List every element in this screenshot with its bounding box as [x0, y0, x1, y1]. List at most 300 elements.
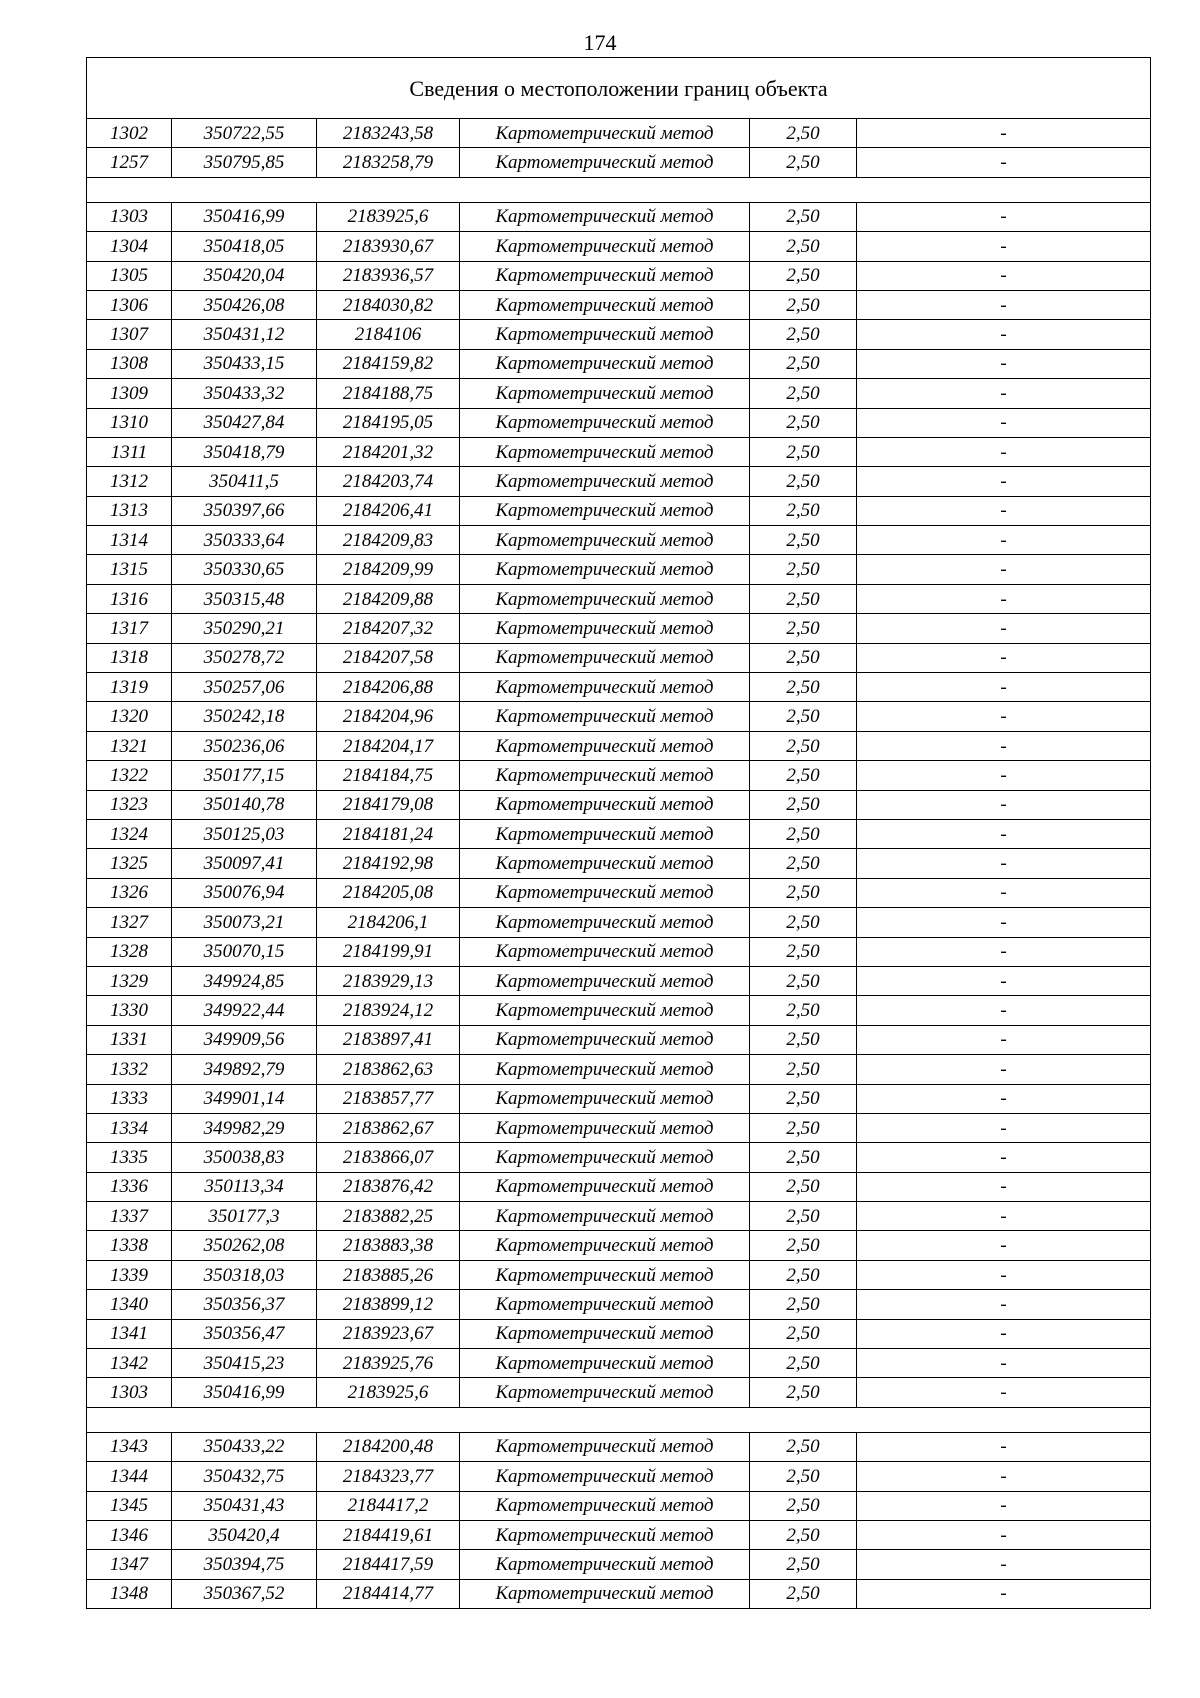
- method-cell: Картометрический метод: [460, 673, 750, 702]
- accuracy-cell: 2,50: [750, 673, 857, 702]
- point-number-cell: 1346: [87, 1520, 172, 1549]
- y-coordinate-cell: 2183857,77: [317, 1084, 460, 1113]
- method-cell: Картометрический метод: [460, 584, 750, 613]
- point-number-cell: 1328: [87, 937, 172, 966]
- x-coordinate-cell: 350415,23: [172, 1349, 317, 1378]
- accuracy-cell: 2,50: [750, 1550, 857, 1579]
- accuracy-cell: 2,50: [750, 731, 857, 760]
- accuracy-cell: 2,50: [750, 1319, 857, 1348]
- point-number-cell: 1345: [87, 1491, 172, 1520]
- y-coordinate-cell: 2184188,75: [317, 379, 460, 408]
- x-coordinate-cell: 350722,55: [172, 119, 317, 148]
- y-coordinate-cell: 2183882,25: [317, 1202, 460, 1231]
- y-coordinate-cell: 2184200,48: [317, 1432, 460, 1461]
- table-row: [87, 290, 1151, 319]
- y-coordinate-cell: 2184159,82: [317, 349, 460, 378]
- accuracy-cell: 2,50: [750, 1084, 857, 1113]
- x-coordinate-cell: 350333,64: [172, 526, 317, 555]
- x-coordinate-cell: 350125,03: [172, 819, 317, 848]
- y-coordinate-cell: 2184419,61: [317, 1520, 460, 1549]
- x-coordinate-cell: 350420,04: [172, 261, 317, 290]
- x-coordinate-cell: 350242,18: [172, 702, 317, 731]
- description-cell: -: [857, 1143, 1151, 1172]
- point-number-cell: 1329: [87, 966, 172, 995]
- accuracy-cell: 2,50: [750, 996, 857, 1025]
- y-coordinate-cell: 2184195,05: [317, 408, 460, 437]
- x-coordinate-cell: 350431,43: [172, 1491, 317, 1520]
- accuracy-cell: 2,50: [750, 555, 857, 584]
- y-coordinate-cell: 2184209,88: [317, 584, 460, 613]
- method-cell: Картометрический метод: [460, 1113, 750, 1142]
- description-cell: -: [857, 819, 1151, 848]
- accuracy-cell: 2,50: [750, 232, 857, 261]
- description-cell: -: [857, 526, 1151, 555]
- table-row: [87, 937, 1151, 966]
- method-cell: Картометрический метод: [460, 849, 750, 878]
- description-cell: -: [857, 467, 1151, 496]
- point-number-cell: 1310: [87, 408, 172, 437]
- y-coordinate-cell: 2183862,63: [317, 1055, 460, 1084]
- x-coordinate-cell: 350418,05: [172, 232, 317, 261]
- description-cell: -: [857, 1260, 1151, 1289]
- accuracy-cell: 2,50: [750, 349, 857, 378]
- method-cell: Картометрический метод: [460, 202, 750, 231]
- description-cell: -: [857, 349, 1151, 378]
- description-cell: -: [857, 673, 1151, 702]
- point-number-cell: 1303: [87, 202, 172, 231]
- accuracy-cell: 2,50: [750, 379, 857, 408]
- accuracy-cell: 2,50: [750, 467, 857, 496]
- table-row: [87, 908, 1151, 937]
- method-cell: Картометрический метод: [460, 1025, 750, 1054]
- y-coordinate-cell: 2183885,26: [317, 1260, 460, 1289]
- description-cell: -: [857, 232, 1151, 261]
- description-cell: -: [857, 119, 1151, 148]
- method-cell: Картометрический метод: [460, 1550, 750, 1579]
- description-cell: -: [857, 1462, 1151, 1491]
- description-cell: -: [857, 702, 1151, 731]
- x-coordinate-cell: 350097,41: [172, 849, 317, 878]
- y-coordinate-cell: 2184106: [317, 320, 460, 349]
- y-coordinate-cell: 2184030,82: [317, 290, 460, 319]
- method-cell: Картометрический метод: [460, 1143, 750, 1172]
- table-row: [87, 819, 1151, 848]
- point-number-cell: 1337: [87, 1202, 172, 1231]
- method-cell: Картометрический метод: [460, 1432, 750, 1461]
- point-number-cell: 1336: [87, 1172, 172, 1201]
- point-number-cell: 1306: [87, 290, 172, 319]
- x-coordinate-cell: 350315,48: [172, 584, 317, 613]
- table-row: [87, 878, 1151, 907]
- table-row: [87, 849, 1151, 878]
- table-row: [87, 1172, 1151, 1201]
- method-cell: Картометрический метод: [460, 1462, 750, 1491]
- description-cell: -: [857, 202, 1151, 231]
- method-cell: Картометрический метод: [460, 614, 750, 643]
- x-coordinate-cell: 350431,12: [172, 320, 317, 349]
- method-cell: Картометрический метод: [460, 1520, 750, 1549]
- method-cell: Картометрический метод: [460, 1319, 750, 1348]
- accuracy-cell: 2,50: [750, 261, 857, 290]
- x-coordinate-cell: 350432,75: [172, 1462, 317, 1491]
- y-coordinate-cell: 2184209,83: [317, 526, 460, 555]
- description-cell: -: [857, 261, 1151, 290]
- x-coordinate-cell: 350290,21: [172, 614, 317, 643]
- table-row: [87, 349, 1151, 378]
- point-number-cell: 1319: [87, 673, 172, 702]
- y-coordinate-cell: 2183876,42: [317, 1172, 460, 1201]
- accuracy-cell: 2,50: [750, 819, 857, 848]
- y-coordinate-cell: 2184414,77: [317, 1579, 460, 1608]
- x-coordinate-cell: 350330,65: [172, 555, 317, 584]
- point-number-cell: 1340: [87, 1290, 172, 1319]
- point-number-cell: 1330: [87, 996, 172, 1025]
- y-coordinate-cell: 2184204,96: [317, 702, 460, 731]
- method-cell: Картометрический метод: [460, 408, 750, 437]
- point-number-cell: 1325: [87, 849, 172, 878]
- table-row: [87, 1290, 1151, 1319]
- method-cell: Картометрический метод: [460, 790, 750, 819]
- description-cell: -: [857, 408, 1151, 437]
- page-number: 174: [583, 30, 617, 55]
- y-coordinate-cell: 2183243,58: [317, 119, 460, 148]
- boundary-table: [86, 57, 1151, 1609]
- method-cell: Картометрический метод: [460, 1378, 750, 1407]
- table-row: [87, 643, 1151, 672]
- method-cell: Картометрический метод: [460, 320, 750, 349]
- x-coordinate-cell: 350076,94: [172, 878, 317, 907]
- point-number-cell: 1317: [87, 614, 172, 643]
- x-coordinate-cell: 349892,79: [172, 1055, 317, 1084]
- method-cell: Картометрический метод: [460, 1055, 750, 1084]
- method-cell: Картометрический метод: [460, 1084, 750, 1113]
- y-coordinate-cell: 2184209,99: [317, 555, 460, 584]
- x-coordinate-cell: 349909,56: [172, 1025, 317, 1054]
- accuracy-cell: 2,50: [750, 1491, 857, 1520]
- y-coordinate-cell: 2183866,07: [317, 1143, 460, 1172]
- y-coordinate-cell: 2183936,57: [317, 261, 460, 290]
- y-coordinate-cell: 2184199,91: [317, 937, 460, 966]
- x-coordinate-cell: 350426,08: [172, 290, 317, 319]
- table-row: [87, 261, 1151, 290]
- x-coordinate-cell: 350236,06: [172, 731, 317, 760]
- boundary-table-body: [87, 58, 1151, 1609]
- method-cell: Картометрический метод: [460, 966, 750, 995]
- y-coordinate-cell: 2184192,98: [317, 849, 460, 878]
- accuracy-cell: 2,50: [750, 908, 857, 937]
- point-number-cell: 1342: [87, 1349, 172, 1378]
- table-row: [87, 996, 1151, 1025]
- table-row: [87, 555, 1151, 584]
- point-number-cell: 1322: [87, 761, 172, 790]
- x-coordinate-cell: 350420,4: [172, 1520, 317, 1549]
- x-coordinate-cell: 350278,72: [172, 643, 317, 672]
- description-cell: -: [857, 996, 1151, 1025]
- method-cell: Картометрический метод: [460, 379, 750, 408]
- point-number-cell: 1344: [87, 1462, 172, 1491]
- table-row: [87, 1260, 1151, 1289]
- accuracy-cell: 2,50: [750, 702, 857, 731]
- description-cell: -: [857, 790, 1151, 819]
- accuracy-cell: 2,50: [750, 202, 857, 231]
- method-cell: Картометрический метод: [460, 1290, 750, 1319]
- group-separator-cell: [87, 177, 1151, 202]
- x-coordinate-cell: 349901,14: [172, 1084, 317, 1113]
- description-cell: -: [857, 614, 1151, 643]
- table-row: [87, 731, 1151, 760]
- y-coordinate-cell: 2184207,58: [317, 643, 460, 672]
- description-cell: -: [857, 1025, 1151, 1054]
- method-cell: Картометрический метод: [460, 1349, 750, 1378]
- x-coordinate-cell: 350433,22: [172, 1432, 317, 1461]
- table-row: [87, 673, 1151, 702]
- x-coordinate-cell: 349924,85: [172, 966, 317, 995]
- description-cell: -: [857, 496, 1151, 525]
- y-coordinate-cell: 2183923,67: [317, 1319, 460, 1348]
- table-row: [87, 467, 1151, 496]
- description-cell: -: [857, 1055, 1151, 1084]
- y-coordinate-cell: 2183897,41: [317, 1025, 460, 1054]
- point-number-cell: 1311: [87, 437, 172, 466]
- table-row: [87, 379, 1151, 408]
- method-cell: Картометрический метод: [460, 1231, 750, 1260]
- point-number-cell: 1333: [87, 1084, 172, 1113]
- x-coordinate-cell: 350394,75: [172, 1550, 317, 1579]
- y-coordinate-cell: 2183899,12: [317, 1290, 460, 1319]
- accuracy-cell: 2,50: [750, 849, 857, 878]
- x-coordinate-cell: 350433,15: [172, 349, 317, 378]
- method-cell: Картометрический метод: [460, 1579, 750, 1608]
- method-cell: Картометрический метод: [460, 996, 750, 1025]
- method-cell: Картометрический метод: [460, 467, 750, 496]
- x-coordinate-cell: 350416,99: [172, 202, 317, 231]
- x-coordinate-cell: 350367,52: [172, 1579, 317, 1608]
- accuracy-cell: 2,50: [750, 496, 857, 525]
- accuracy-cell: 2,50: [750, 1202, 857, 1231]
- x-coordinate-cell: 350416,99: [172, 1378, 317, 1407]
- method-cell: Картометрический метод: [460, 1491, 750, 1520]
- method-cell: Картометрический метод: [460, 290, 750, 319]
- description-cell: -: [857, 437, 1151, 466]
- accuracy-cell: 2,50: [750, 643, 857, 672]
- boundary-table-container: [86, 57, 1150, 1609]
- table-row: [87, 1491, 1151, 1520]
- method-cell: Картометрический метод: [460, 1202, 750, 1231]
- accuracy-cell: 2,50: [750, 878, 857, 907]
- table-row: [87, 1462, 1151, 1491]
- description-cell: -: [857, 1113, 1151, 1142]
- method-cell: Картометрический метод: [460, 908, 750, 937]
- table-row: [87, 1349, 1151, 1378]
- table-row: [87, 966, 1151, 995]
- table-row: [87, 119, 1151, 148]
- y-coordinate-cell: 2184179,08: [317, 790, 460, 819]
- table-row: [87, 1319, 1151, 1348]
- description-cell: -: [857, 1349, 1151, 1378]
- x-coordinate-cell: 350257,06: [172, 673, 317, 702]
- method-cell: Картометрический метод: [460, 643, 750, 672]
- accuracy-cell: 2,50: [750, 148, 857, 177]
- table-row: [87, 1055, 1151, 1084]
- point-number-cell: 1331: [87, 1025, 172, 1054]
- point-number-cell: 1302: [87, 119, 172, 148]
- point-number-cell: 1315: [87, 555, 172, 584]
- accuracy-cell: 2,50: [750, 1231, 857, 1260]
- description-cell: -: [857, 643, 1151, 672]
- point-number-cell: 1314: [87, 526, 172, 555]
- table-row: [87, 1084, 1151, 1113]
- method-cell: Картометрический метод: [460, 1172, 750, 1201]
- point-number-cell: 1321: [87, 731, 172, 760]
- accuracy-cell: 2,50: [750, 408, 857, 437]
- point-number-cell: 1338: [87, 1231, 172, 1260]
- point-number-cell: 1341: [87, 1319, 172, 1348]
- description-cell: -: [857, 148, 1151, 177]
- accuracy-cell: 2,50: [750, 1143, 857, 1172]
- y-coordinate-cell: 2183930,67: [317, 232, 460, 261]
- point-number-cell: 1320: [87, 702, 172, 731]
- table-row: [87, 202, 1151, 231]
- accuracy-cell: 2,50: [750, 1520, 857, 1549]
- point-number-cell: 1313: [87, 496, 172, 525]
- table-row: [87, 437, 1151, 466]
- table-header-row: [87, 58, 1151, 119]
- method-cell: Картометрический метод: [460, 261, 750, 290]
- table-row: [87, 232, 1151, 261]
- x-coordinate-cell: 349922,44: [172, 996, 317, 1025]
- table-row: [87, 320, 1151, 349]
- accuracy-cell: 2,50: [750, 1349, 857, 1378]
- y-coordinate-cell: 2184323,77: [317, 1462, 460, 1491]
- method-cell: Картометрический метод: [460, 878, 750, 907]
- table-row: [87, 1378, 1151, 1407]
- group-separator-cell: [87, 1407, 1151, 1432]
- point-number-cell: 1305: [87, 261, 172, 290]
- point-number-cell: 1303: [87, 1378, 172, 1407]
- y-coordinate-cell: 2183929,13: [317, 966, 460, 995]
- point-number-cell: 1332: [87, 1055, 172, 1084]
- table-row: [87, 496, 1151, 525]
- description-cell: -: [857, 555, 1151, 584]
- accuracy-cell: 2,50: [750, 1432, 857, 1461]
- table-row: [87, 614, 1151, 643]
- description-cell: -: [857, 290, 1151, 319]
- x-coordinate-cell: 350795,85: [172, 148, 317, 177]
- y-coordinate-cell: 2184207,32: [317, 614, 460, 643]
- table-row: [87, 1579, 1151, 1608]
- table-row: [87, 526, 1151, 555]
- x-coordinate-cell: 350262,08: [172, 1231, 317, 1260]
- method-cell: Картометрический метод: [460, 148, 750, 177]
- y-coordinate-cell: 2184417,59: [317, 1550, 460, 1579]
- point-number-cell: 1339: [87, 1260, 172, 1289]
- group-separator-row: [87, 177, 1151, 202]
- method-cell: Картометрический метод: [460, 526, 750, 555]
- description-cell: -: [857, 1579, 1151, 1608]
- description-cell: -: [857, 1378, 1151, 1407]
- point-number-cell: 1308: [87, 349, 172, 378]
- method-cell: Картометрический метод: [460, 437, 750, 466]
- table-row: [87, 1113, 1151, 1142]
- point-number-cell: 1316: [87, 584, 172, 613]
- description-cell: -: [857, 1432, 1151, 1461]
- table-title: Сведения о местоположении границ объекта: [87, 58, 1151, 119]
- description-cell: -: [857, 908, 1151, 937]
- description-cell: -: [857, 1520, 1151, 1549]
- point-number-cell: 1304: [87, 232, 172, 261]
- description-cell: -: [857, 1319, 1151, 1348]
- x-coordinate-cell: 350433,32: [172, 379, 317, 408]
- accuracy-cell: 2,50: [750, 526, 857, 555]
- point-number-cell: 1318: [87, 643, 172, 672]
- y-coordinate-cell: 2184206,41: [317, 496, 460, 525]
- point-number-cell: 1323: [87, 790, 172, 819]
- method-cell: Картометрический метод: [460, 761, 750, 790]
- group-separator-row: [87, 1407, 1151, 1432]
- x-coordinate-cell: 350177,3: [172, 1202, 317, 1231]
- description-cell: -: [857, 761, 1151, 790]
- y-coordinate-cell: 2184417,2: [317, 1491, 460, 1520]
- accuracy-cell: 2,50: [750, 1579, 857, 1608]
- table-row: [87, 1025, 1151, 1054]
- table-row: [87, 1143, 1151, 1172]
- accuracy-cell: 2,50: [750, 1113, 857, 1142]
- table-row: [87, 1550, 1151, 1579]
- accuracy-cell: 2,50: [750, 1462, 857, 1491]
- method-cell: Картометрический метод: [460, 119, 750, 148]
- accuracy-cell: 2,50: [750, 1025, 857, 1054]
- y-coordinate-cell: 2183925,6: [317, 1378, 460, 1407]
- x-coordinate-cell: 350177,15: [172, 761, 317, 790]
- y-coordinate-cell: 2184184,75: [317, 761, 460, 790]
- table-row: [87, 1202, 1151, 1231]
- method-cell: Картометрический метод: [460, 232, 750, 261]
- y-coordinate-cell: 2184206,88: [317, 673, 460, 702]
- x-coordinate-cell: 350356,37: [172, 1290, 317, 1319]
- table-row: [87, 761, 1151, 790]
- accuracy-cell: 2,50: [750, 1172, 857, 1201]
- y-coordinate-cell: 2184205,08: [317, 878, 460, 907]
- point-number-cell: 1257: [87, 148, 172, 177]
- point-number-cell: 1309: [87, 379, 172, 408]
- accuracy-cell: 2,50: [750, 761, 857, 790]
- description-cell: -: [857, 878, 1151, 907]
- point-number-cell: 1343: [87, 1432, 172, 1461]
- point-number-cell: 1326: [87, 878, 172, 907]
- y-coordinate-cell: 2183862,67: [317, 1113, 460, 1142]
- point-number-cell: 1307: [87, 320, 172, 349]
- accuracy-cell: 2,50: [750, 1055, 857, 1084]
- x-coordinate-cell: 350038,83: [172, 1143, 317, 1172]
- point-number-cell: 1327: [87, 908, 172, 937]
- x-coordinate-cell: 349982,29: [172, 1113, 317, 1142]
- description-cell: -: [857, 1550, 1151, 1579]
- x-coordinate-cell: 350113,34: [172, 1172, 317, 1201]
- accuracy-cell: 2,50: [750, 119, 857, 148]
- table-row: [87, 790, 1151, 819]
- table-row: [87, 584, 1151, 613]
- accuracy-cell: 2,50: [750, 320, 857, 349]
- method-cell: Картометрический метод: [460, 555, 750, 584]
- y-coordinate-cell: 2183883,38: [317, 1231, 460, 1260]
- accuracy-cell: 2,50: [750, 614, 857, 643]
- x-coordinate-cell: 350427,84: [172, 408, 317, 437]
- method-cell: Картометрический метод: [460, 937, 750, 966]
- accuracy-cell: 2,50: [750, 290, 857, 319]
- x-coordinate-cell: 350418,79: [172, 437, 317, 466]
- x-coordinate-cell: 350140,78: [172, 790, 317, 819]
- x-coordinate-cell: 350070,15: [172, 937, 317, 966]
